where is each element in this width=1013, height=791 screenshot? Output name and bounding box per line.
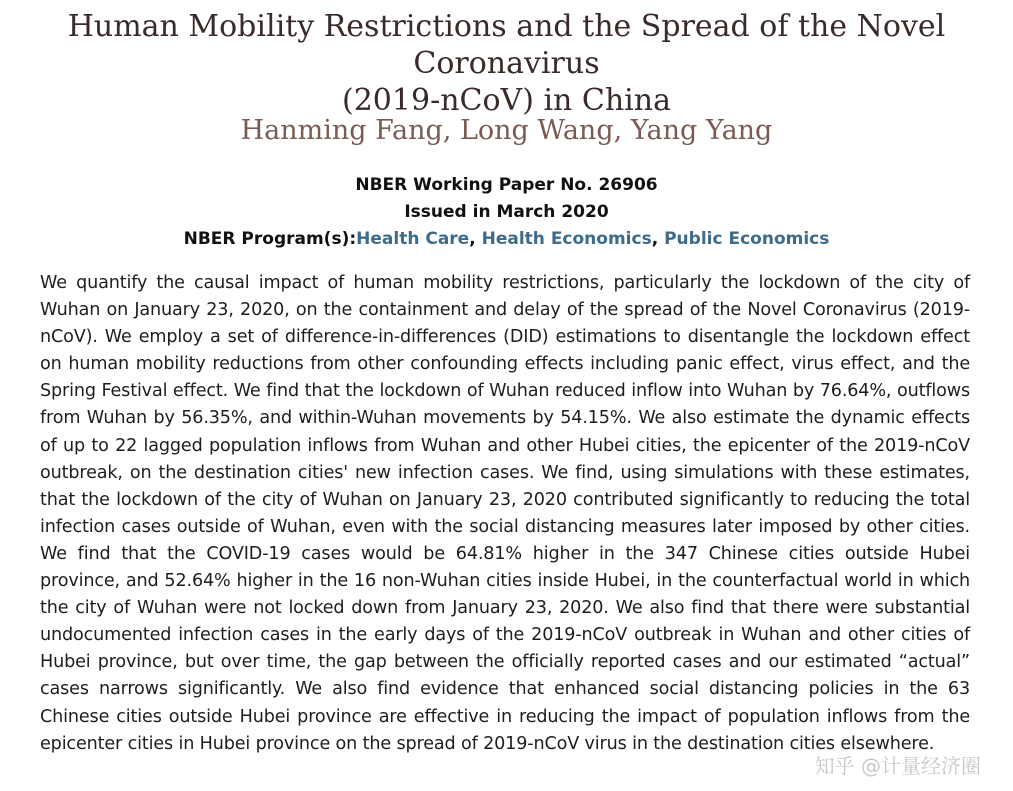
- program-separator: ,: [651, 229, 665, 249]
- program-separator: ,: [469, 229, 482, 249]
- program-label: NBER Program(s):: [183, 229, 357, 249]
- paper-title: [0, 8, 1013, 119]
- paper-authors: Hanming Fang, Long Wang, Yang Yang: [240, 115, 773, 146]
- working-paper-number: NBER Working Paper No. 26906: [355, 175, 658, 195]
- paper-title-line1: Human Mobility Restrictions and the Spread of the Novel Coronavirus: [67, 9, 946, 81]
- program-row: [0, 226, 1013, 253]
- paper-title-line2: (2019-nCoV) in China: [342, 83, 671, 118]
- program-link-public-economics[interactable]: Public Economics: [664, 229, 830, 249]
- watermark-text: 知乎 @计量经济圈: [814, 754, 981, 778]
- abstract-text: We quantify the causal impact of human mobility restrictions, particularly the lockdown of the city of Wuhan on January 23, 2020, on the containment and delay of the spread of the Novel Coronavirus (2019-nCoV). We employ a set of difference-in-differences (DID) estimations to disentangle the lockdown effect on human mobility reductions from other confounding effects including panic effect, virus effect, and the Spring Festival effect. We find that the lockdown of Wuhan reduced inflow into Wuhan by 76.64%, outflows from Wuhan by 56.35%, and within-Wuhan movements by 54.15%. We also estimate the dynamic effects of up to 22 lagged population inflows from Wuhan and other Hubei cities, the epicenter of the 2019-nCoV outbreak, on the destination cities' new infection cases. We find, using simulations with these estimates, that the lockdown of the city of Wuhan on January 23, 2020 contributed significantly to reducing the total infection cases outside of Wuhan, even with the social distancing measures later imposed by other cities. We find that the COVID-19 cases would be 64.81% higher in the 347 Chinese cities outside Hubei province, and 52.64% higher in the 16 non-Wuhan cities inside Hubei, in the counterfactual world in which the city of Wuhan were not locked down from January 23, 2020. We also find that there were substantial undocumented infection cases in the early days of the 2019-nCoV outbreak in Wuhan and other cities of Hubei province, but over time, the gap between the officially reported cases and our estimated “actual” cases narrows significantly. We also find evidence that enhanced social distancing policies in the 63 Chinese cities outside Hubei province are effective in reducing the impact of population inflows from the epicenter cities in Hubei province on the spread of 2019-nCoV virus in the destination cities elsewhere.: [40, 273, 970, 754]
- issued-date: Issued in March 2020: [404, 202, 609, 222]
- paper-metadata: [0, 172, 1013, 253]
- program-link-health-economics[interactable]: Health Economics: [481, 229, 652, 249]
- program-link-health-care[interactable]: Health Care: [356, 229, 470, 249]
